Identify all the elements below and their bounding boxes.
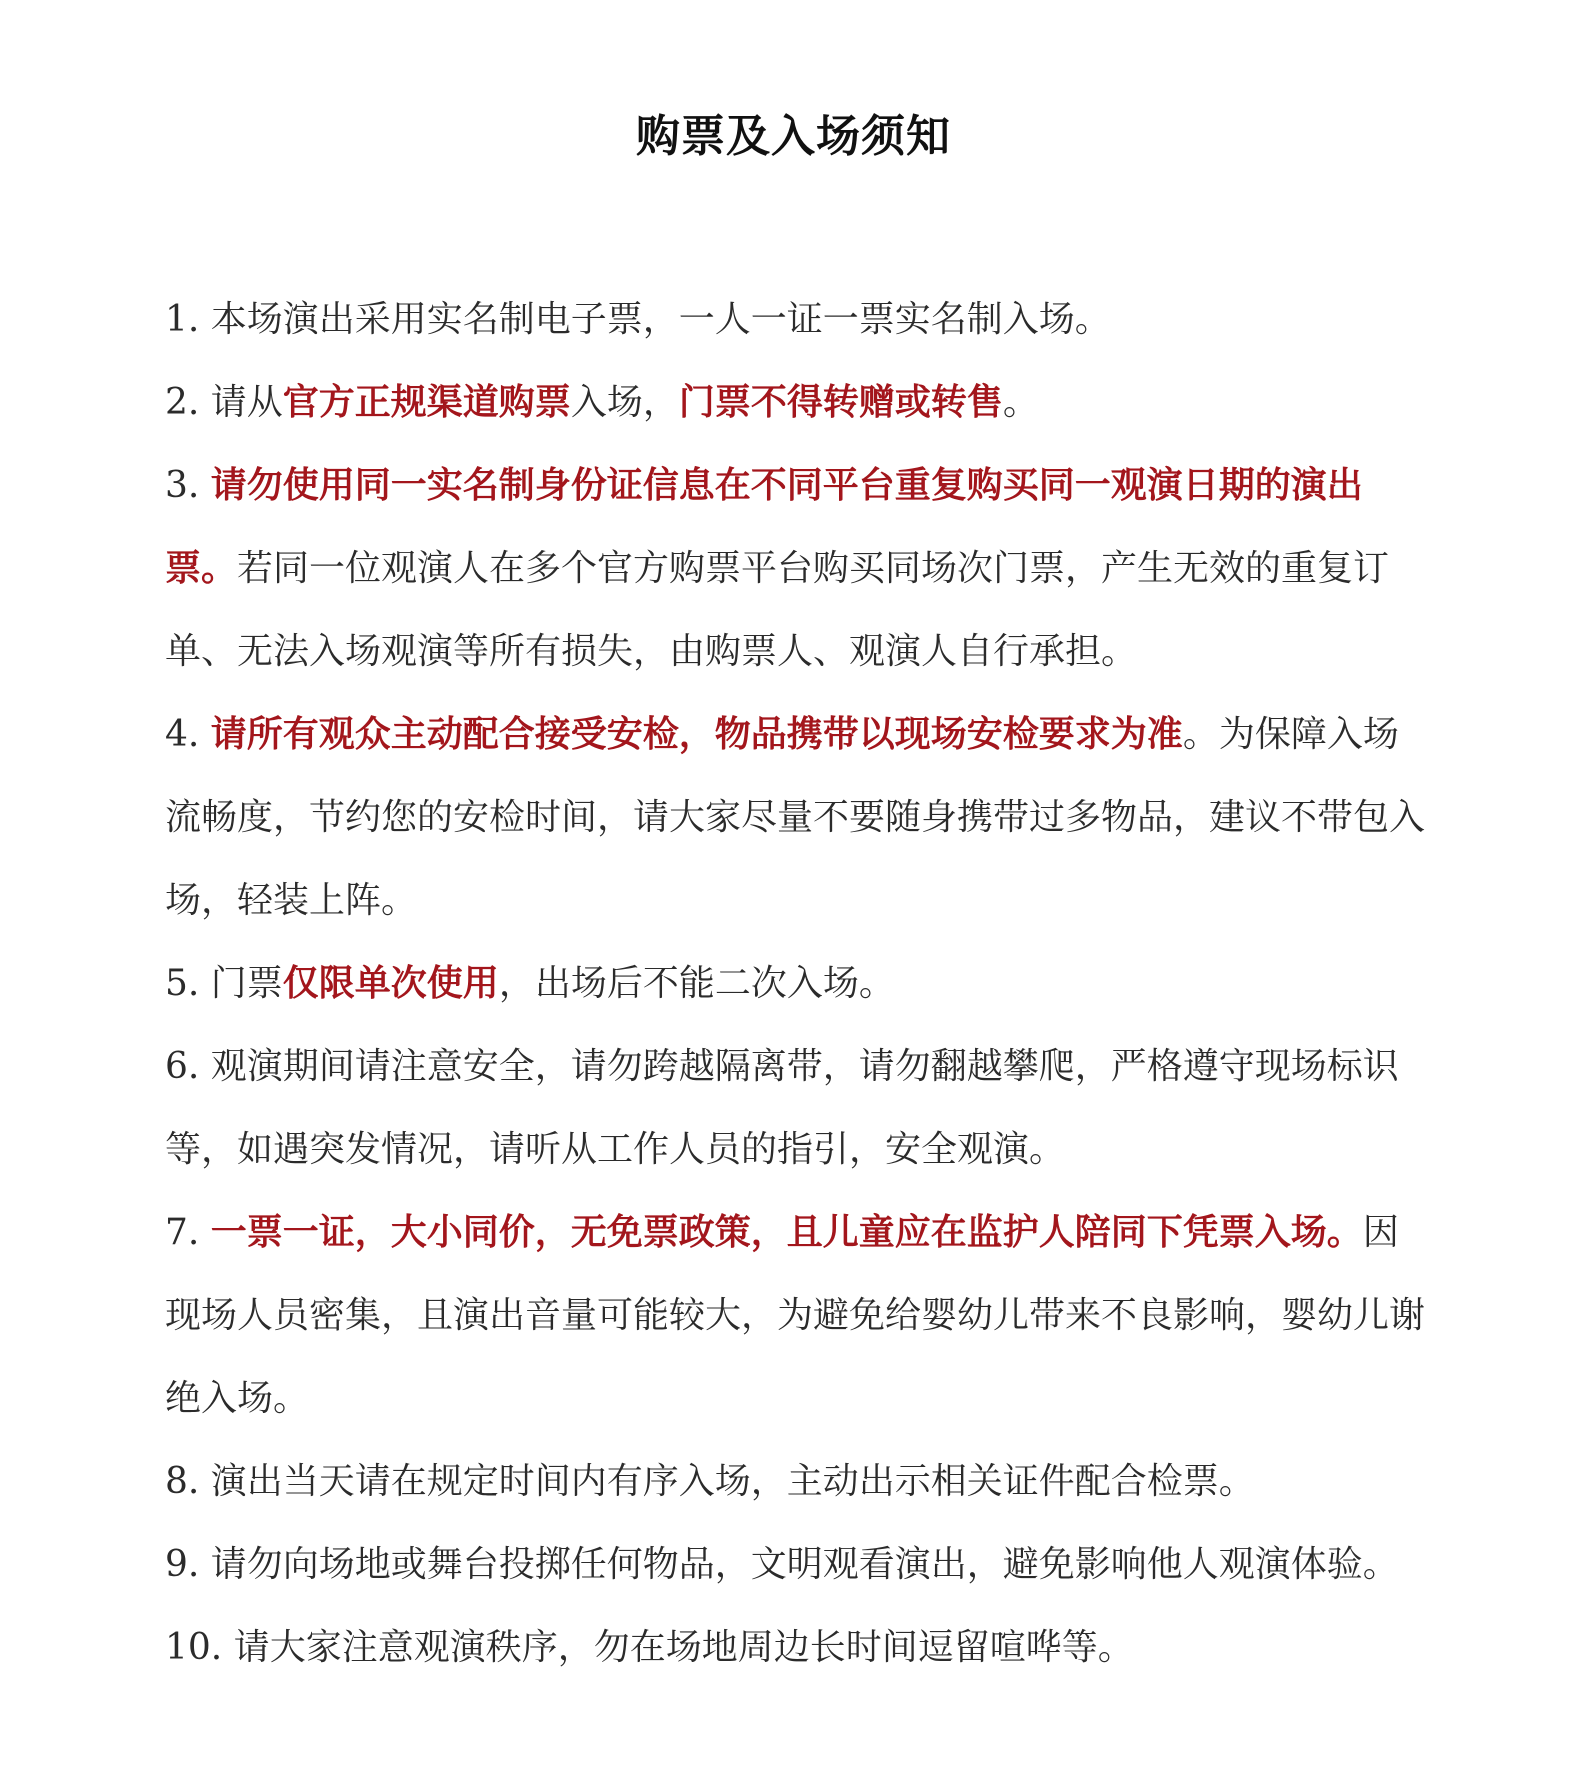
notice-item-1 bbox=[165, 278, 1427, 361]
notice-item-3 bbox=[165, 444, 1427, 693]
notice-item-10 bbox=[165, 1606, 1427, 1689]
body-text: 2. 请从 bbox=[165, 382, 283, 423]
body-text: 7. bbox=[165, 1212, 211, 1253]
body-text: 6. 观演期间请注意安全，请勿跨越隔离带，请勿翻越攀爬，严格遵守现场标识等，如遇突发情况，请听从工作人员的指引，安全观演。 bbox=[165, 1046, 1399, 1170]
body-text: 。 bbox=[1002, 382, 1039, 423]
body-text: 1. 本场演出采用实名制电子票，一人一证一票实名制入场。 bbox=[165, 299, 1111, 340]
highlight-text: 请所有观众主动配合接受安检，物品携带以现场安检要求为准 bbox=[210, 713, 1183, 755]
body-text: 若同一位观演人在多个官方购票平台购买同场次门票，产生无效的重复订单、无法入场观演等所有损失，由购票人、观演人自行承担。 bbox=[165, 548, 1390, 672]
page-title: 购票及入场须知 bbox=[636, 111, 951, 162]
body-text: 8. 演出当天请在规定时间内有序入场，主动出示相关证件配合检票。 bbox=[165, 1461, 1255, 1502]
notice-item-9 bbox=[165, 1523, 1427, 1606]
body-text: 。为保障入场流畅度，节约您的安检时间，请大家尽量不要随身携带过多物品，建议不带包入场，轻装上阵。 bbox=[165, 714, 1426, 921]
notice-list bbox=[165, 278, 1427, 1689]
highlight-text: 仅限单次使用 bbox=[282, 962, 499, 1004]
body-text: 4. bbox=[165, 714, 211, 755]
notice-item-2 bbox=[165, 361, 1427, 444]
notice-item-5 bbox=[165, 942, 1427, 1025]
body-text: 3. bbox=[165, 465, 211, 506]
body-text: 因现场人员密集，且演出音量可能较大，为避免给婴幼儿带来不良影响，婴幼儿谢绝入场。 bbox=[165, 1212, 1426, 1419]
body-text: ，出场后不能二次入场。 bbox=[498, 963, 895, 1004]
notice-item-6 bbox=[165, 1025, 1427, 1191]
notice-item-7 bbox=[165, 1191, 1427, 1440]
highlight-text: 官方正规渠道购票 bbox=[282, 381, 571, 423]
notice-item-8 bbox=[165, 1440, 1427, 1523]
body-text: 9. 请勿向场地或舞台投掷任何物品，文明观看演出，避免影响他人观演体验。 bbox=[165, 1544, 1399, 1585]
highlight-text: 门票不得转赠或转售 bbox=[678, 381, 1003, 423]
body-text: 10. 请大家注意观演秩序，勿在场地周边长时间逗留喧哗等。 bbox=[165, 1627, 1134, 1668]
body-text: 入场， bbox=[570, 382, 679, 423]
highlight-text: 请勿使用同一实名制身份证信息在不同平台重复购买同一观演日期的演出票。 bbox=[165, 464, 1363, 589]
notice-item-4 bbox=[165, 693, 1427, 942]
body-text: 5. 门票 bbox=[165, 963, 283, 1004]
highlight-text: 一票一证，大小同价，无免票政策，且儿童应在监护人陪同下凭票入场。 bbox=[210, 1211, 1363, 1253]
